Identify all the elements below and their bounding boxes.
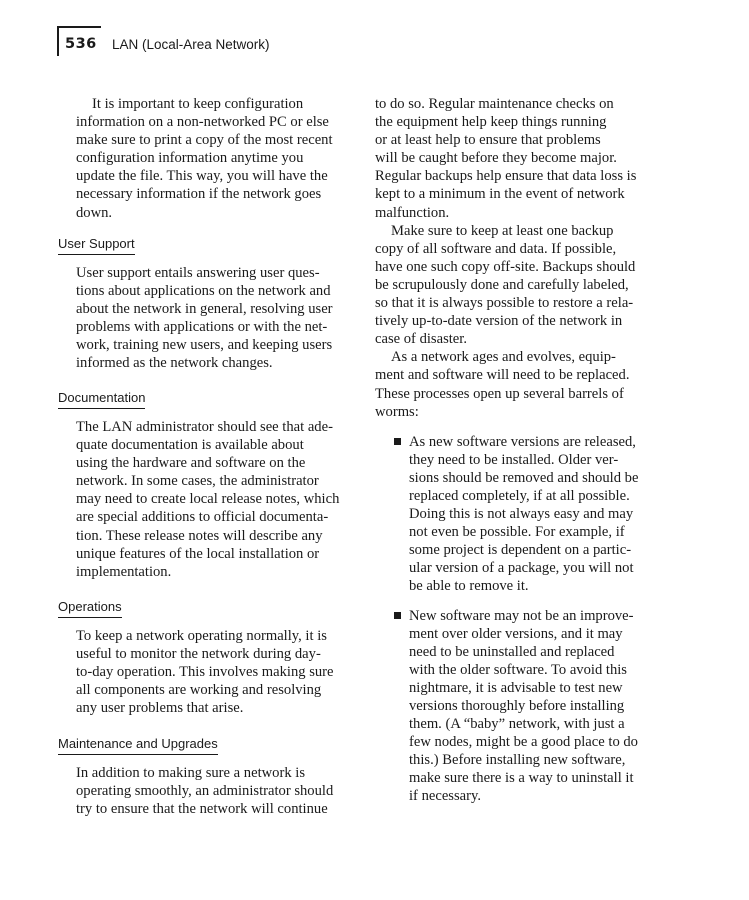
text-line: to do so. Regular maintenance checks on — [375, 96, 614, 112]
text-line: sions should be removed and should be — [409, 469, 639, 486]
text-line: informed as the network changes. — [76, 355, 273, 372]
section-heading-label: User Support — [58, 236, 135, 255]
text-line: necessary information if the network goes — [76, 186, 322, 203]
text-line: As a network ages and evolves, equip- — [391, 349, 616, 366]
text-line: make sure there is a way to uninstall it — [409, 770, 634, 787]
text-line: As new software versions are released, — [409, 433, 636, 450]
maintenance-paragraph — [76, 764, 348, 818]
text-line: so that it is always possible to restore a rela- — [375, 295, 634, 312]
text-line: To keep a network operating normally, it is — [76, 628, 327, 644]
section-heading-label: Documentation — [58, 390, 145, 409]
text-line: them. (A “baby” network, with just a — [409, 716, 625, 733]
text-line: with the older software. To avoid this — [409, 661, 627, 678]
aging-network-paragraph — [375, 348, 649, 420]
bullet-list — [375, 433, 649, 806]
square-bullet-icon — [394, 612, 401, 619]
text-line: case of disaster. — [375, 331, 467, 348]
user-support-paragraph — [76, 264, 348, 373]
text-line: be able to remove it. — [409, 578, 529, 595]
right-column — [375, 95, 649, 806]
text-line: useful to monitor the network during day- — [76, 646, 321, 663]
text-line: down. — [76, 204, 113, 221]
text-line: may need to create local release notes, which — [76, 491, 340, 508]
text-line: In addition to making sure a network is — [76, 765, 305, 781]
page-header — [57, 26, 717, 58]
documentation-paragraph — [76, 418, 348, 581]
text-line: the equipment help keep things running — [375, 114, 607, 131]
text-line: are special additions to official documenta- — [76, 509, 329, 526]
text-line: ment and software will need to be replaced. — [375, 367, 630, 384]
text-line: These processes open up several barrels of — [375, 385, 624, 402]
text-line: kept to a minimum in the event of network — [375, 186, 625, 203]
text-line: information on a non-networked PC or else — [76, 114, 329, 131]
text-line: if necessary. — [409, 788, 481, 805]
text-line: quate documentation is available about — [76, 437, 304, 454]
text-line: or at least help to ensure that problems — [375, 132, 601, 149]
header-rule-horizontal — [57, 26, 101, 28]
text-line: The LAN administrator should see that ade- — [76, 419, 333, 435]
text-line: replaced completely, if at all possible. — [409, 487, 630, 504]
text-line: have one such copy off-site. Backups should — [375, 258, 636, 275]
text-line: ment over older versions, and it may — [409, 625, 623, 642]
running-title: LAN (Local-Area Network) — [112, 37, 270, 52]
text-line: any user problems that arise. — [76, 700, 244, 717]
operations-paragraph — [76, 627, 348, 717]
text-line: operating smoothly, an administrator should — [76, 783, 334, 800]
maintenance-continued-paragraph — [375, 95, 649, 222]
text-line: configuration information anytime you — [76, 150, 304, 167]
section-heading-label: Operations — [58, 599, 122, 618]
text-line: this.) Before installing new software, — [409, 752, 626, 769]
text-line: User support entails answering user ques- — [76, 265, 320, 281]
text-line: update the file. This way, you will have the — [76, 168, 328, 185]
header-rule-vertical — [57, 26, 59, 56]
text-line: some project is dependent on a partic- — [409, 542, 632, 559]
text-line: Make sure to keep at least one backup — [391, 222, 614, 239]
section-heading-operations — [58, 599, 348, 618]
text-line: network. In some cases, the administrator — [76, 473, 319, 490]
list-item — [375, 607, 649, 806]
text-line: not even be possible. For example, if — [409, 524, 625, 541]
square-bullet-icon — [394, 438, 401, 445]
backup-paragraph — [375, 222, 649, 349]
text-line: implementation. — [76, 563, 172, 580]
text-line: using the hardware and software on the — [76, 455, 306, 472]
text-line: need to be uninstalled and replaced — [409, 643, 615, 660]
section-heading-maintenance-and-upgrades — [58, 736, 348, 755]
text-line: work, training new users, and keeping users — [76, 337, 333, 354]
text-line: few nodes, might be a good place to do — [409, 734, 638, 751]
text-line: make sure to print a copy of the most recent — [76, 132, 333, 149]
text-line: copy of all software and data. If possible, — [375, 240, 617, 257]
text-line: tions about applications on the network and — [76, 283, 331, 300]
text-line: will be caught before they become major. — [375, 150, 617, 167]
text-line: be scrupulously done and carefully labeled, — [375, 276, 629, 293]
text-line: all components are working and resolving — [76, 682, 322, 699]
text-line: problems with applications or with the net- — [76, 319, 328, 336]
text-line: tion. These release notes will describe any — [76, 527, 323, 544]
text-line: they need to be installed. Older ver- — [409, 451, 619, 468]
text-line: tively up-to-date version of the network in — [375, 313, 623, 330]
left-column — [76, 95, 348, 222]
text-line: New software may not be an improve- — [409, 607, 634, 624]
section-heading-label: Maintenance and Upgrades — [58, 736, 218, 755]
text-line: about the network in general, resolving user — [76, 301, 333, 318]
text-line: Regular backups help ensure that data loss is — [375, 168, 637, 185]
text-line: nightmare, it is advisable to test new — [409, 679, 623, 696]
list-item — [375, 433, 649, 596]
text-line: Doing this is not always easy and may — [409, 506, 634, 523]
text-line: It is important to keep configuration — [92, 96, 304, 112]
section-heading-documentation — [58, 390, 348, 409]
text-line: versions thoroughly before installing — [409, 698, 625, 714]
text-line: ular version of a package, you will not — [409, 560, 634, 577]
section-heading-user-support — [58, 236, 348, 255]
intro-paragraph — [76, 95, 348, 222]
text-line: unique features of the local installation or — [76, 545, 320, 562]
text-line: malfunction. — [375, 204, 450, 221]
text-line: try to ensure that the network will continue — [76, 801, 328, 818]
text-line: to-day operation. This involves making sure — [76, 664, 334, 681]
page-number: 536 — [65, 36, 97, 52]
text-line: worms: — [375, 403, 419, 420]
